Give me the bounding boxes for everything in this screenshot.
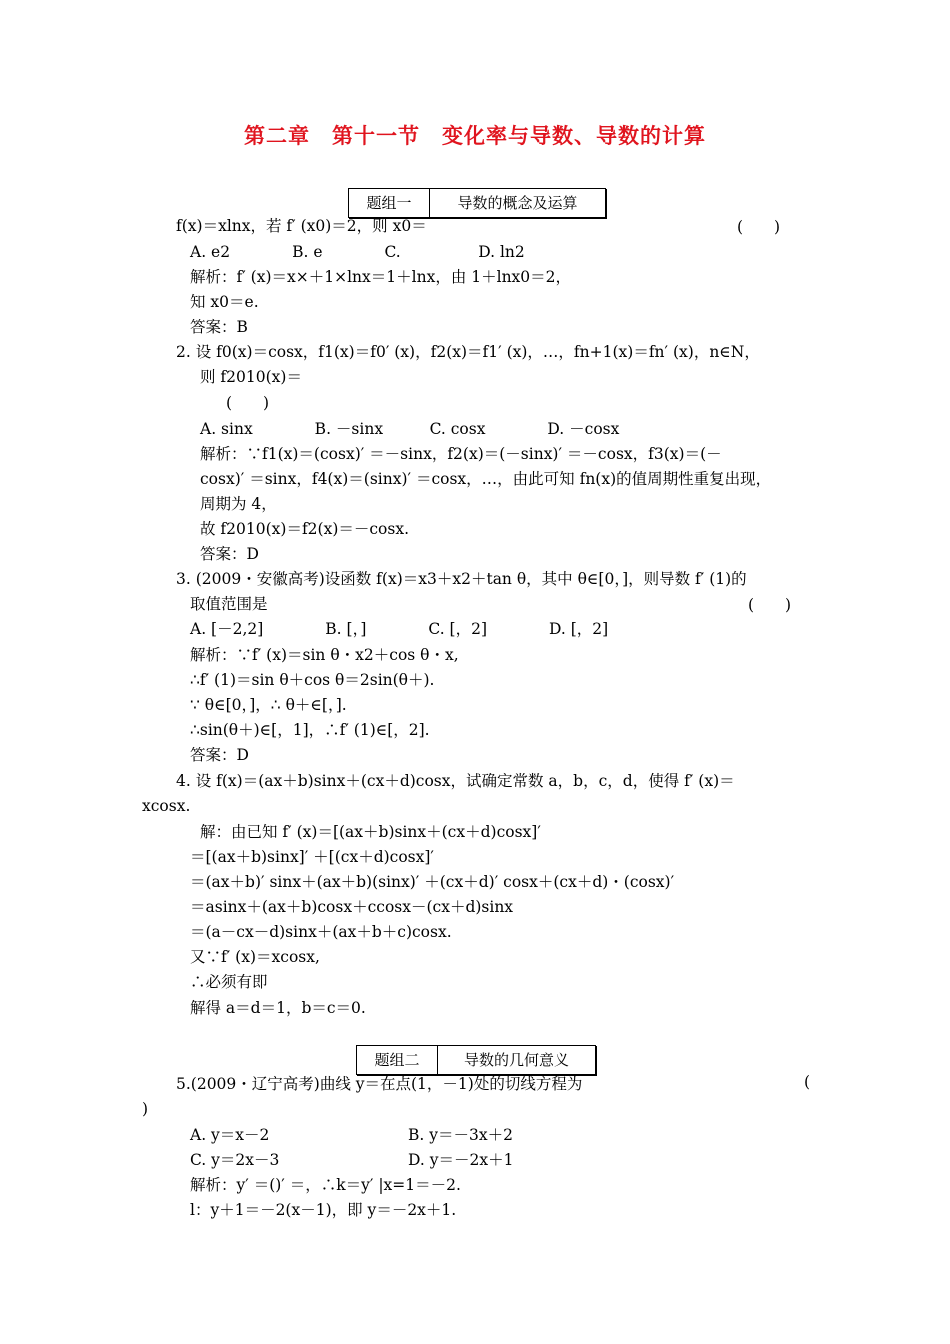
q5-analysis-1: 解析：y′ ＝()′ ＝，∴k＝y′ |x=1＝－2. (190, 1176, 461, 1194)
q3-analysis-1: 解析：∵f′ (x)＝sin θ・x2＋cos θ・x, (190, 646, 459, 664)
q3-analysis-2: ∴f′ (1)＝sin θ＋cos θ＝2sin(θ＋). (190, 671, 435, 689)
q2-analysis-3: 周期为 4， (200, 495, 277, 513)
q5-option-c: C. y＝2x－3 (190, 1151, 280, 1169)
q5-option-d: D. y＝－2x＋1 (408, 1151, 514, 1169)
q3-options: A. [－2,2] B. [，] C. [，2] D. [，2] (190, 620, 609, 638)
q2-analysis-2: cosx)′ ＝sinx，f4(x)＝(sinx)′ ＝cosx，…，由此可知 fn(x)的值周期性重复出现， (200, 470, 772, 488)
q2-answer: 答案：D (200, 545, 259, 563)
q1-answer: 答案：B (190, 318, 248, 336)
q3-answer: 答案：D (190, 746, 249, 764)
q3-stem: 3. (2009・安徽高考)设函数 f(x)＝x3＋x2＋tan θ，其中 θ∈[0，]，则导数 f′ (1)的 (176, 570, 747, 588)
q4-solution-8: 解得 a＝d＝1，b＝c＝0. (190, 999, 366, 1017)
q3-stem-cont: 取值范围是 (190, 595, 268, 613)
q5-option-a: A. y＝x－2 (190, 1126, 270, 1144)
q4-solution-7: ∴必须有即 (190, 973, 268, 991)
q1-answer-paren: ( ) (737, 218, 781, 236)
q1-analysis-cont: 知 x0＝e. (190, 293, 259, 311)
q2-analysis-4: 故 f2010(x)＝f2(x)＝－cosx. (200, 520, 410, 538)
group-topic: 导数的几何意义 (463, 1051, 569, 1069)
q4-solution-2: ＝[(ax＋b)sinx]′ ＋[(cx＋d)cosx]′ (190, 848, 434, 866)
q5-answer-paren-close: ) (142, 1100, 149, 1118)
q2-analysis-1: 解析：∵f1(x)＝(cosx)′ ＝－sinx，f2(x)＝(－sinx)′ ＝－cosx，f3(x)＝(－ (200, 445, 722, 463)
q1-stem: f(x)＝xlnx，若 f′ (x0)＝2，则 x0＝ (176, 217, 427, 235)
q2-stem-cont: 则 f2010(x)＝ (200, 368, 302, 386)
q5-stem: 5.(2009・辽宁高考)曲线 y＝在点(1，－1)处的切线方程为 (176, 1075, 583, 1093)
q4-stem-cont: xcosx. (142, 797, 191, 815)
q5-option-b: B. y＝－3x＋2 (408, 1126, 513, 1144)
section-header-group-1 (348, 188, 606, 218)
q2-answer-paren: ( ) (226, 394, 270, 412)
group-label: 题组一 (349, 189, 430, 217)
q1-options: A. e2 B. e C. D. ln2 (190, 243, 525, 261)
q4-stem: 4. 设 f(x)＝(ax＋b)sinx＋(cx＋d)cosx，试确定常数 a，b，c，d，使得 f′ (x)＝ (176, 772, 735, 790)
q5-answer-paren-open: ( (804, 1073, 811, 1091)
section-header-group-2 (356, 1045, 596, 1075)
q2-stem: 2. 设 f0(x)＝cosx，f1(x)＝f0′ (x)，f2(x)＝f1′ (x)，…，fn+1(x)＝fn′ (x)，n∈N， (176, 343, 760, 361)
q3-answer-paren: ( ) (748, 596, 792, 614)
q4-solution-4: ＝asinx＋(ax＋b)cosx＋ccosx－(cx＋d)sinx (190, 898, 514, 916)
q3-analysis-3: ∵ θ∈[0，]，∴ θ＋∈[，]. (190, 696, 347, 714)
q1-analysis: 解析：f′ (x)＝x×＋1×lnx＝1＋lnx，由 1＋lnx0＝2， (190, 268, 572, 286)
group-label: 题组二 (357, 1046, 438, 1074)
group-topic: 导数的概念及运算 (457, 194, 578, 212)
q4-solution-6: 又∵f′ (x)＝xcosx, (190, 948, 320, 966)
q4-solution-5: ＝(a－cx－d)sinx＋(ax＋b＋c)cosx. (190, 923, 452, 941)
q2-options: A. sinx B. －sinx C. cosx D. －cosx (200, 420, 620, 438)
q4-solution-3: ＝(ax＋b)′ sinx＋(ax＋b)(sinx)′ ＋(cx＋d)′ cosx＋(cx＋d)・(cosx)′ (190, 873, 675, 891)
q5-analysis-2: l：y＋1＝－2(x－1)，即 y＝－2x＋1. (190, 1201, 457, 1219)
q4-solution-1: 解：由已知 f′ (x)＝[(ax＋b)sinx＋(cx＋d)cosx]′ (200, 823, 541, 841)
page-title: 第二章 第十一节 变化率与导数、导数的计算 (244, 124, 706, 148)
q3-analysis-4: ∴sin(θ＋)∈[，1]，∴f′ (1)∈[，2]. (190, 721, 430, 739)
